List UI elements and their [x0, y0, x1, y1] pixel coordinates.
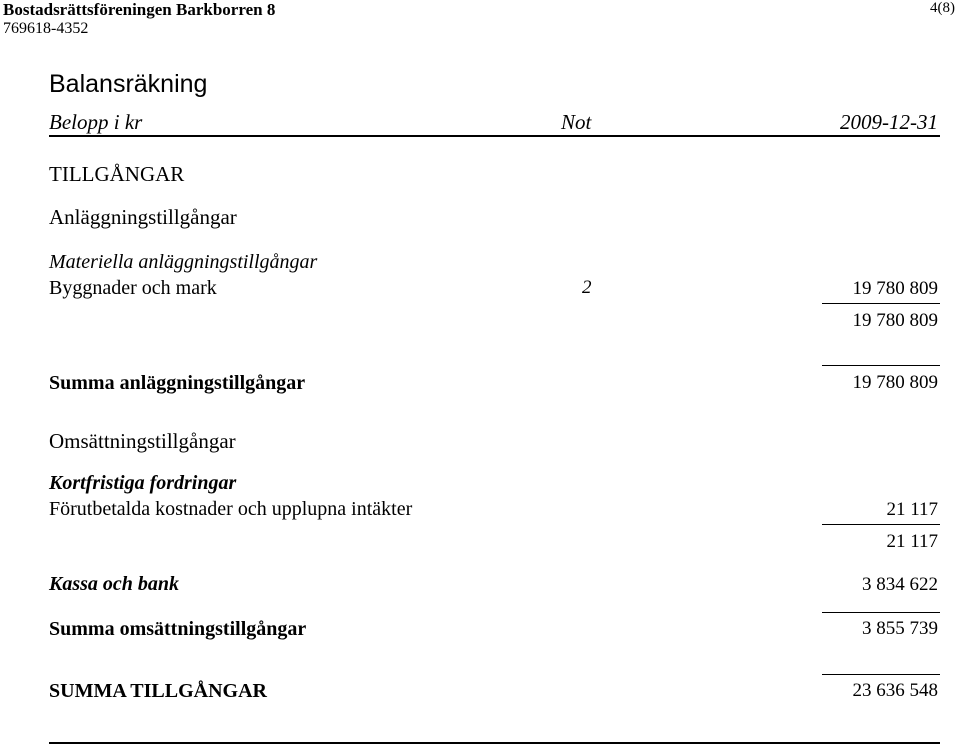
grand-total-value: 23 636 548 [852, 680, 938, 701]
header-divider [49, 135, 940, 137]
page-number: 4(8) [930, 0, 955, 16]
column-header-date: 2009-12-31 [840, 110, 938, 134]
subtotal-rule [822, 524, 940, 525]
tangible-assets-heading: Materiella anläggningstillgångar [49, 251, 318, 273]
cash-label: Kassa och bank [49, 573, 180, 595]
column-header-amount: Belopp i kr [49, 110, 143, 134]
prepaid-value: 21 117 [886, 499, 938, 520]
page-title: Balansräkning [49, 70, 208, 98]
receivables-subtotal: 21 117 [886, 531, 938, 552]
tangible-subtotal: 19 780 809 [852, 310, 938, 331]
buildings-label: Byggnader och mark [49, 277, 217, 299]
subtotal-rule [822, 365, 940, 366]
buildings-note: 2 [582, 277, 592, 298]
total-rule [822, 674, 940, 675]
assets-heading: TILLGÅNGAR [49, 162, 185, 186]
prepaid-label: Förutbetalda kostnader och upplupna intäkter [49, 498, 413, 520]
organization-number: 769618-4352 [3, 20, 89, 37]
current-assets-total-value: 3 855 739 [862, 618, 938, 639]
current-assets-heading: Omsättningstillgångar [49, 429, 236, 453]
fixed-assets-total-label: Summa anläggningstillgångar [49, 372, 306, 394]
bottom-divider [49, 742, 940, 744]
current-assets-total-label: Summa omsättningstillgångar [49, 618, 307, 640]
column-header-note: Not [561, 110, 592, 134]
fixed-assets-total-value: 19 780 809 [852, 372, 938, 393]
subtotal-rule [822, 303, 940, 304]
receivables-heading: Kortfristiga fordringar [49, 472, 237, 494]
cash-value: 3 834 622 [862, 574, 938, 595]
buildings-value: 19 780 809 [852, 278, 938, 299]
grand-total-label: SUMMA TILLGÅNGAR [49, 680, 267, 702]
organization-name: Bostadsrättsföreningen Barkborren 8 [3, 0, 276, 19]
subtotal-rule [822, 612, 940, 613]
fixed-assets-heading: Anläggningstillgångar [49, 205, 237, 229]
